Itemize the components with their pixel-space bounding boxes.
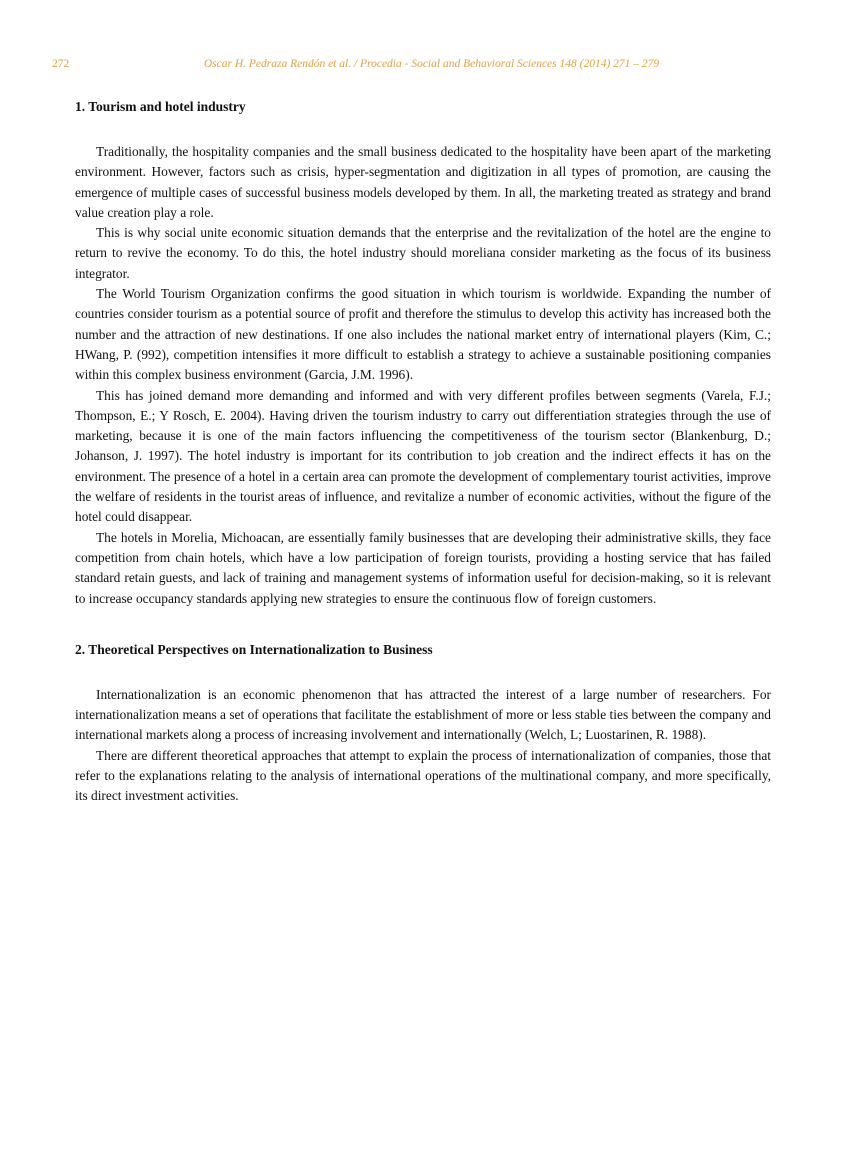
paragraph: This is why social unite economic situation demands that the enterprise and the revitalization of the hotel are the engine to return to revive the economy. To do this, the hotel industry should moreliana consider marketing as the focus of its business integrator.: [75, 225, 771, 281]
paragraph: There are different theoretical approaches that attempt to explain the process of internationalization of companies, those that refer to the explanations relating to the analysis of international operations of the multinational company, and more specifically, its direct investment activities.: [75, 747, 771, 804]
paragraph: This has joined demand more demanding and informed and with very different profiles between segments (Varela, F.J.; Thompson, E.; Y Rosch, E. 2004). Having driven the tourism industry to carry out differentiation strategies through the use of marketing, because it is one of the main factors influencing the competitiveness of the tourism sector (Blankenburg, D.; Johanson, J. 1997). The hotel industry is important for its contribution to job creation and the indirect effects it has on the environment. The presence of a hotel in a certain area can promote the development of complementary tourist activities, improve the welfare of residents in the tourist areas of influence, and revitalize a number of economic activities, without the figure of the hotel could disappear.: [75, 387, 771, 525]
section-tourism-hotel-industry: [75, 98, 771, 609]
paragraph: Internationalization is an economic phenomenon that has attracted the interest of a large number of researchers. For internationalization means a set of operations that facilitate the establishment of more or less stable ties between the company and international markets along a process of increasing involvement and internationally (Welch, L; Luostarinen, R. 1988).: [75, 686, 771, 743]
section-theoretical-perspectives: [75, 641, 771, 807]
paragraph: The hotels in Morelia, Michoacan, are essentially family businesses that are developing their administrative skills, they face competition from chain hotels, which have a low participation of foreign tourists, providing a hosting service that has failed standard retain guests, and lack of training and management systems of information useful for decision-making, so it is relevant to increase occupancy standards applying new strategies to ensure the continuous flow of foreign customers.: [75, 529, 771, 606]
paper-body: [75, 98, 771, 807]
paragraph: The World Tourism Organization confirms the good situation in which tourism is worldwide. Expanding the number of countries consider tourism as a potential source of profit and therefore the stimulus to develop this activity has increased both the number and the attraction of new destinations. If one also includes the national market entry of international players (Kim, C.; HWang, P. (992), competition intensifies it more difficult to establish a strategy to achieve a sustainable positioning companies within this complex business environment (Garcia, J.M. 1996).: [75, 286, 771, 383]
paragraph: Traditionally, the hospitality companies and the small business dedicated to the hospitality have been apart of the marketing environment. However, factors such as crisis, hyper-segmentation and digitization in all types of promotion, are causing the emergence of multiple cases of successful business models developed by them. In all, the marketing treated as strategy and brand value creation play a role.: [75, 144, 771, 220]
page-header: [52, 58, 771, 74]
page-number: 272: [52, 58, 70, 70]
section-1-heading: 1. Tourism and hotel industry: [75, 99, 246, 114]
running-head: Oscar H. Pedraza Rendón et al. / Procedia - Social and Behavioral Sciences 148 (2014) 271 – 279: [203, 58, 660, 70]
section-2-heading: 2. Theoretical Perspectives on Internationalization to Business: [75, 641, 433, 657]
